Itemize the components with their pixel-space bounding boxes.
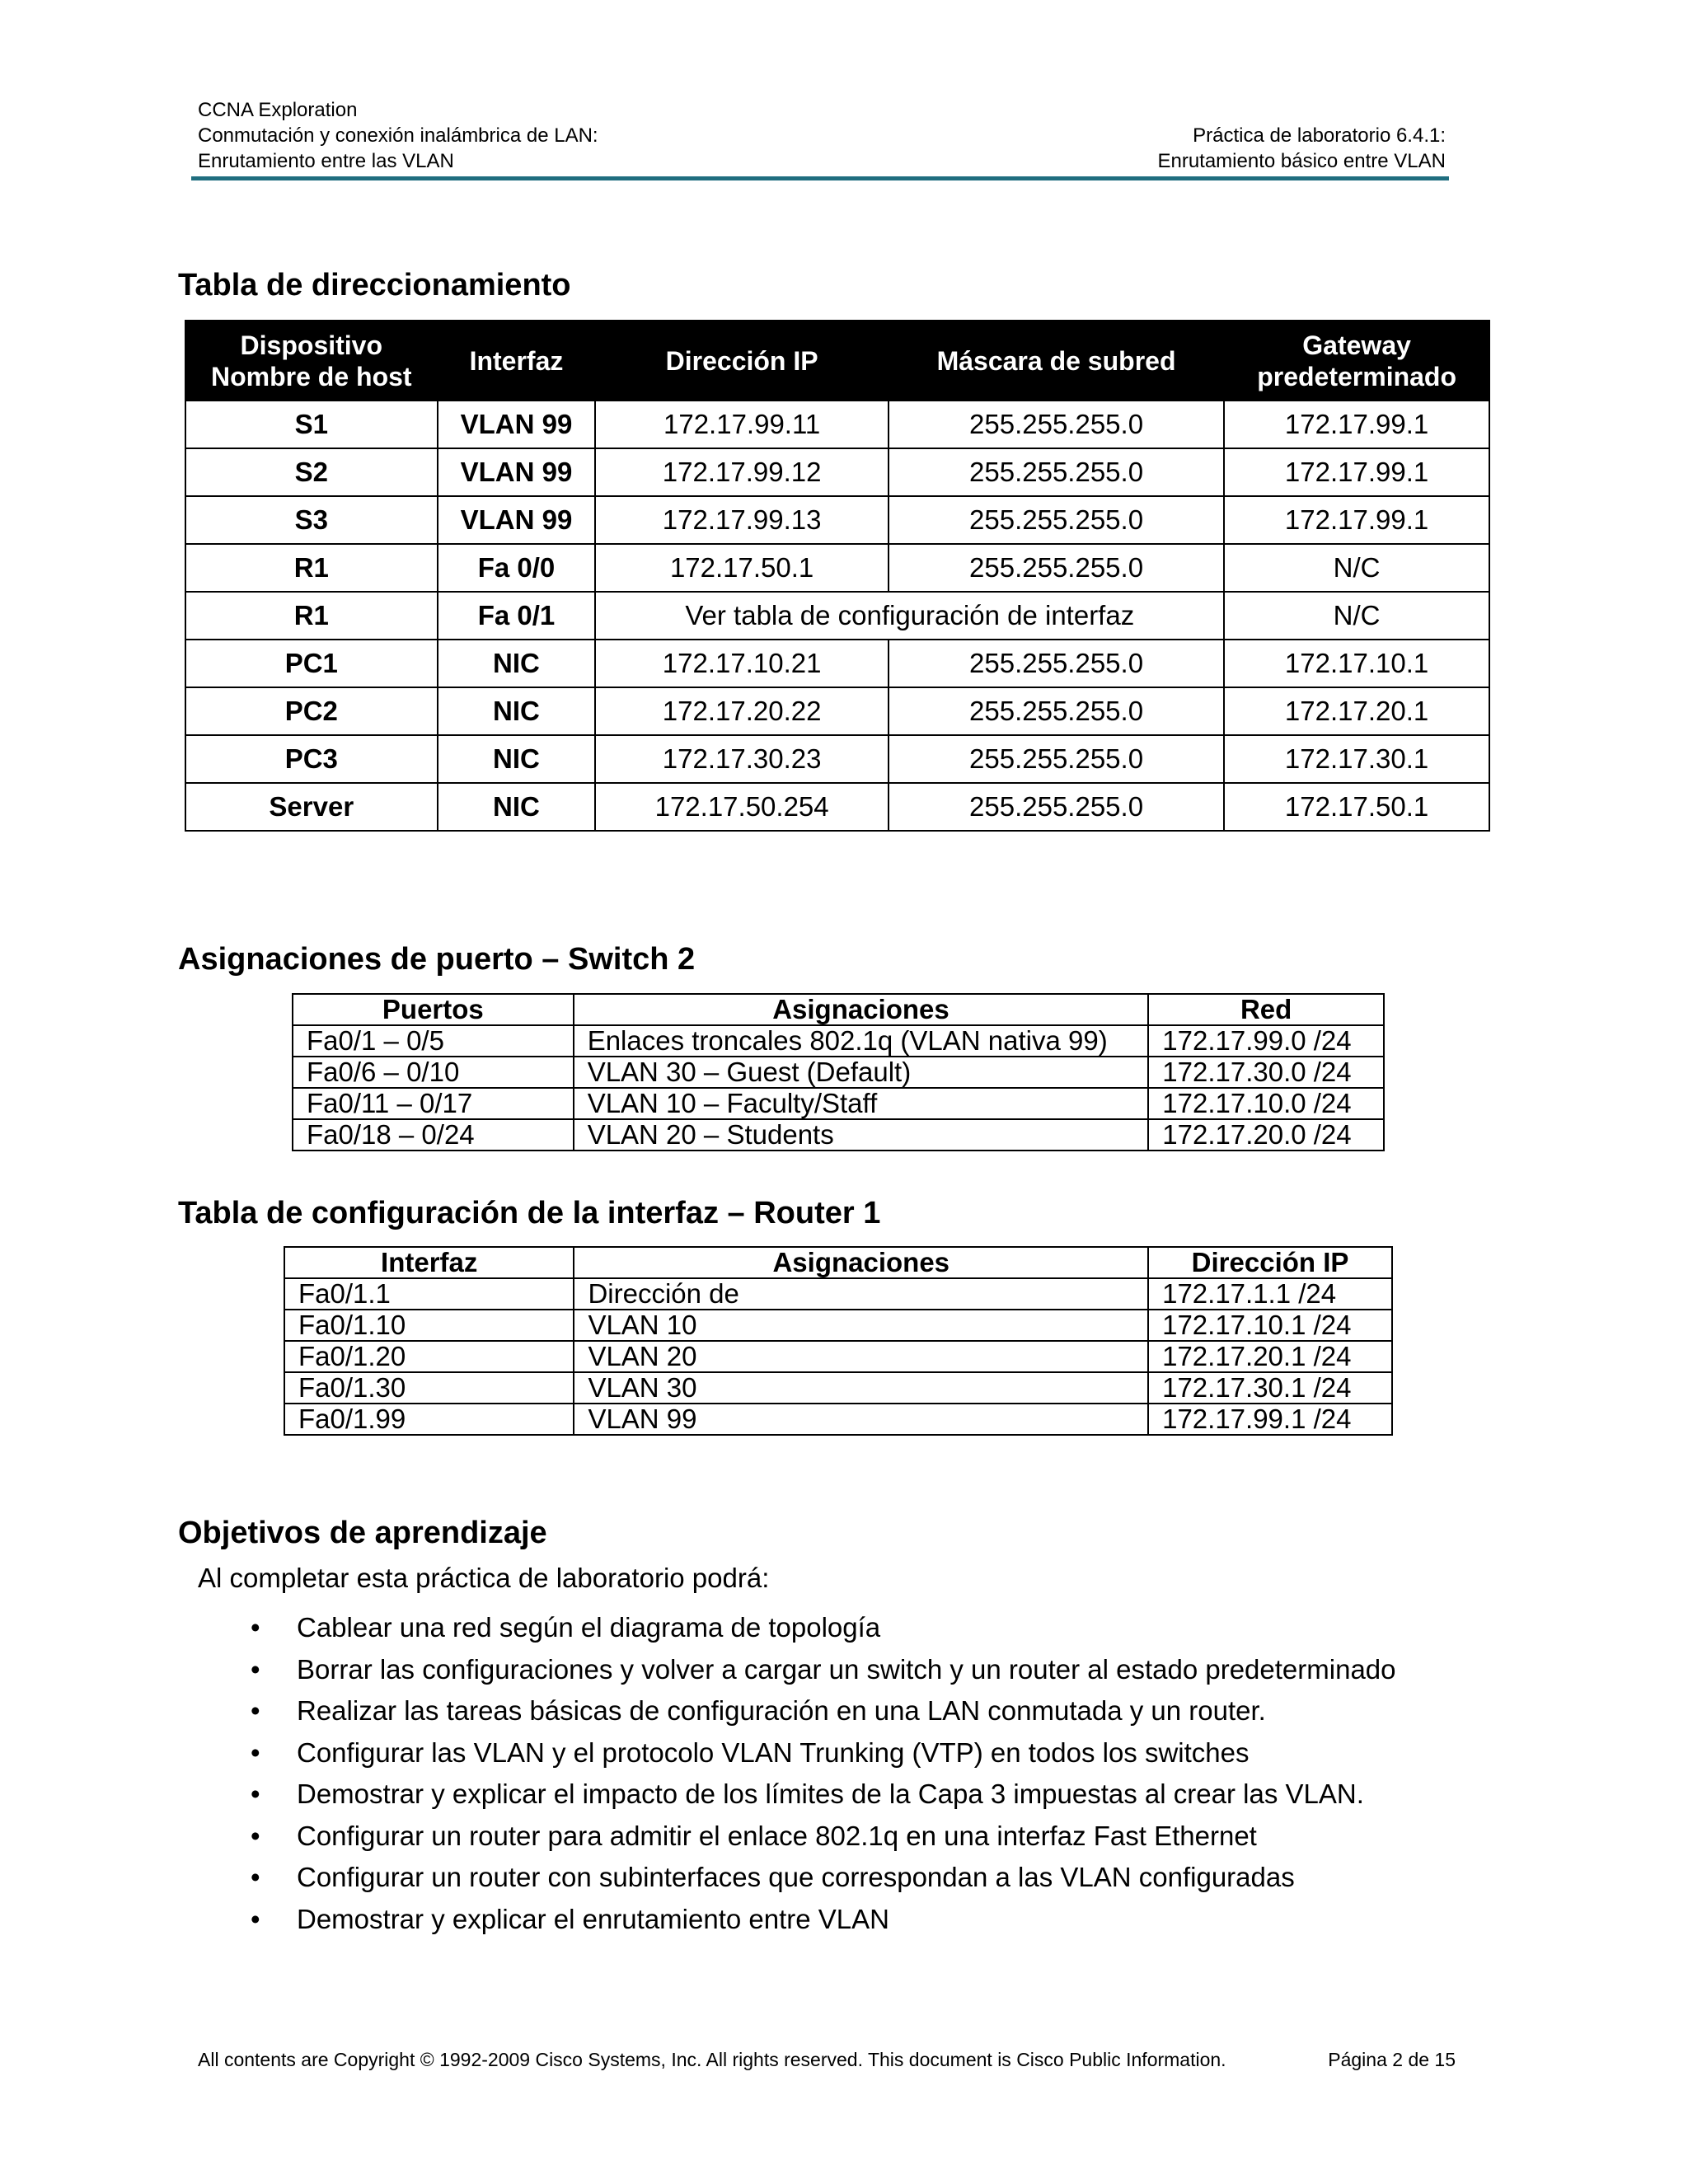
gateway-cell: 172.17.50.1 xyxy=(1224,783,1489,831)
interface-cell: Fa0/1.1 xyxy=(284,1278,574,1310)
ip-cell: 172.17.99.12 xyxy=(595,448,889,496)
table-row xyxy=(185,448,1489,496)
assignment-cell: Dirección de xyxy=(574,1278,1148,1310)
assignment-cell: VLAN 10 xyxy=(574,1310,1148,1341)
table-row xyxy=(284,1341,1392,1372)
list-item: • Configurar las VLAN y el protocolo VLAN Trunking (VTP) en todos los switches xyxy=(198,1732,1396,1774)
assignment-cell: VLAN 20 xyxy=(574,1341,1148,1372)
table-row xyxy=(185,687,1489,735)
footer-copyright: All contents are Copyright © 1992-2009 Cisco Systems, Inc. All rights reserved. This document is Cisco Public Information. xyxy=(198,2049,1226,2070)
assignment-cell: VLAN 10 – Faculty/Staff xyxy=(574,1088,1149,1119)
ip-cell: 172.17.50.1 xyxy=(595,544,889,592)
port-assignments-title: Asignaciones de puerto – Switch 2 xyxy=(178,942,696,977)
header-course: CCNA Exploration xyxy=(198,99,358,121)
interface-cell: NIC xyxy=(438,640,596,687)
table-row xyxy=(185,783,1489,831)
router-config-title: Tabla de configuración de la interfaz – Router 1 xyxy=(178,1196,881,1230)
header-module: Conmutación y conexión inalámbrica de LAN: xyxy=(198,124,598,147)
device-cell: R1 xyxy=(185,544,438,592)
ip-cell: 172.17.10.1 /24 xyxy=(1148,1310,1392,1341)
gateway-cell: 172.17.10.1 xyxy=(1224,640,1489,687)
router-config-table xyxy=(284,1246,1393,1436)
ports-cell: Fa0/18 – 0/24 xyxy=(293,1119,574,1151)
ip-cell: 172.17.20.1 /24 xyxy=(1148,1341,1392,1372)
gateway-cell: N/C xyxy=(1224,544,1489,592)
table-row xyxy=(185,640,1489,687)
assignment-cell: VLAN 30 xyxy=(574,1372,1148,1404)
header-left xyxy=(198,97,598,174)
network-cell: 172.17.20.0 /24 xyxy=(1148,1119,1384,1151)
gateway-cell: 172.17.20.1 xyxy=(1224,687,1489,735)
merged-config-cell: Ver tabla de configuración de interfaz xyxy=(595,592,1224,640)
header-ip: Dirección IP xyxy=(595,321,889,401)
router-header-row xyxy=(284,1247,1392,1278)
device-cell: PC3 xyxy=(185,735,438,783)
table-row xyxy=(185,735,1489,783)
interface-cell: NIC xyxy=(438,783,596,831)
list-item: • Borrar las configuraciones y volver a cargar un switch y un router al estado predeterminado xyxy=(198,1649,1396,1691)
ip-cell: 172.17.30.23 xyxy=(595,735,889,783)
bullet-icon: • xyxy=(251,1736,260,1768)
header-ports: Puertos xyxy=(293,994,574,1025)
gateway-cell: N/C xyxy=(1224,592,1489,640)
header-network: Red xyxy=(1148,994,1384,1025)
interface-cell: Fa0/1.99 xyxy=(284,1404,574,1435)
assignment-cell: VLAN 20 – Students xyxy=(574,1119,1149,1151)
device-cell: PC1 xyxy=(185,640,438,687)
objectives-title: Objetivos de aprendizaje xyxy=(178,1516,547,1550)
header-interface: Interfaz xyxy=(284,1247,574,1278)
table-row xyxy=(293,1088,1384,1119)
mask-cell: 255.255.255.0 xyxy=(889,735,1224,783)
list-item: • Demostrar y explicar el impacto de los límites de la Capa 3 impuestas al crear las VLAN. xyxy=(198,1774,1396,1816)
interface-cell: Fa0/1.20 xyxy=(284,1341,574,1372)
footer-page-number: Página 2 de 15 xyxy=(1328,2049,1456,2070)
interface-cell: VLAN 99 xyxy=(438,496,596,544)
gateway-cell: 172.17.99.1 xyxy=(1224,401,1489,448)
addressing-table-title: Tabla de direccionamiento xyxy=(178,268,571,302)
header-lab-number: Práctica de laboratorio 6.4.1: xyxy=(1193,124,1446,147)
network-cell: 172.17.30.0 /24 xyxy=(1148,1057,1384,1088)
list-item: • Configurar un router para admitir el enlace 802.1q en una interfaz Fast Ethernet xyxy=(198,1816,1396,1858)
interface-cell: Fa0/1.30 xyxy=(284,1372,574,1404)
device-cell: S3 xyxy=(185,496,438,544)
interface-cell: VLAN 99 xyxy=(438,448,596,496)
header-ip-address: Dirección IP xyxy=(1148,1247,1392,1278)
table-row xyxy=(185,592,1489,640)
ip-cell: 172.17.10.21 xyxy=(595,640,889,687)
header-mask: Máscara de subred xyxy=(889,321,1224,401)
bullet-icon: • xyxy=(251,1903,260,1934)
bullet-icon: • xyxy=(251,1862,260,1892)
device-cell: R1 xyxy=(185,592,438,640)
gateway-cell: 172.17.99.1 xyxy=(1224,496,1489,544)
network-cell: 172.17.10.0 /24 xyxy=(1148,1088,1384,1119)
interface-cell: NIC xyxy=(438,687,596,735)
ports-cell: Fa0/1 – 0/5 xyxy=(293,1025,574,1057)
table-row xyxy=(185,401,1489,448)
ports-cell: Fa0/11 – 0/17 xyxy=(293,1088,574,1119)
mask-cell: 255.255.255.0 xyxy=(889,640,1224,687)
header-device: Dispositivo Nombre de host xyxy=(185,321,438,401)
interface-cell: Fa 0/0 xyxy=(438,544,596,592)
device-cell: S2 xyxy=(185,448,438,496)
bullet-icon: • xyxy=(251,1779,260,1809)
table-row xyxy=(284,1372,1392,1404)
ports-header-row xyxy=(293,994,1384,1025)
header-assignments: Asignaciones xyxy=(574,1247,1148,1278)
mask-cell: 255.255.255.0 xyxy=(889,401,1224,448)
objectives-list xyxy=(198,1607,1396,1940)
header-assignments: Asignaciones xyxy=(574,994,1149,1025)
bullet-icon: • xyxy=(251,1612,260,1643)
header-lab-title: Enrutamiento básico entre VLAN xyxy=(1157,150,1446,172)
device-cell: S1 xyxy=(185,401,438,448)
assignment-cell: VLAN 99 xyxy=(574,1404,1148,1435)
table-row xyxy=(284,1310,1392,1341)
header-gateway: Gateway predeterminado xyxy=(1224,321,1489,401)
table-row xyxy=(293,1119,1384,1151)
interface-cell: VLAN 99 xyxy=(438,401,596,448)
table-row xyxy=(293,1057,1384,1088)
mask-cell: 255.255.255.0 xyxy=(889,544,1224,592)
bullet-icon: • xyxy=(251,1695,260,1726)
list-item: • Cablear una red según el diagrama de topología xyxy=(198,1607,1396,1649)
list-item: • Demostrar y explicar el enrutamiento entre VLAN xyxy=(198,1899,1396,1941)
ip-cell: 172.17.20.22 xyxy=(595,687,889,735)
device-cell: Server xyxy=(185,783,438,831)
header-divider xyxy=(191,176,1449,180)
assignment-cell: Enlaces troncales 802.1q (VLAN nativa 99) xyxy=(574,1025,1149,1057)
addressing-table xyxy=(185,320,1490,832)
gateway-cell: 172.17.30.1 xyxy=(1224,735,1489,783)
objectives-intro: Al completar esta práctica de laboratorio podrá: xyxy=(198,1563,770,1593)
mask-cell: 255.255.255.0 xyxy=(889,783,1224,831)
ip-cell: 172.17.99.1 /24 xyxy=(1148,1404,1392,1435)
list-item: • Realizar las tareas básicas de configuración en una LAN conmutada y un router. xyxy=(198,1690,1396,1732)
ports-cell: Fa0/6 – 0/10 xyxy=(293,1057,574,1088)
table-row xyxy=(284,1404,1392,1435)
list-item: • Configurar un router con subinterfaces que correspondan a las VLAN configuradas xyxy=(198,1857,1396,1899)
header-right xyxy=(1157,123,1446,174)
network-cell: 172.17.99.0 /24 xyxy=(1148,1025,1384,1057)
table-row xyxy=(185,544,1489,592)
ip-cell: 172.17.1.1 /24 xyxy=(1148,1278,1392,1310)
assignment-cell: VLAN 30 – Guest (Default) xyxy=(574,1057,1149,1088)
interface-cell: Fa 0/1 xyxy=(438,592,596,640)
ip-cell: 172.17.99.11 xyxy=(595,401,889,448)
ip-cell: 172.17.99.13 xyxy=(595,496,889,544)
bullet-icon: • xyxy=(251,1820,260,1851)
interface-cell: Fa0/1.10 xyxy=(284,1310,574,1341)
mask-cell: 255.255.255.0 xyxy=(889,687,1224,735)
table-row xyxy=(185,496,1489,544)
gateway-cell: 172.17.99.1 xyxy=(1224,448,1489,496)
addressing-header-row xyxy=(185,321,1489,401)
header-chapter: Enrutamiento entre las VLAN xyxy=(198,150,454,172)
interface-cell: NIC xyxy=(438,735,596,783)
bullet-icon: • xyxy=(251,1653,260,1685)
mask-cell: 255.255.255.0 xyxy=(889,448,1224,496)
mask-cell: 255.255.255.0 xyxy=(889,496,1224,544)
ip-cell: 172.17.50.254 xyxy=(595,783,889,831)
device-cell: PC2 xyxy=(185,687,438,735)
header-interface: Interfaz xyxy=(438,321,596,401)
port-assignments-table xyxy=(292,993,1385,1151)
table-row xyxy=(284,1278,1392,1310)
table-row xyxy=(293,1025,1384,1057)
ip-cell: 172.17.30.1 /24 xyxy=(1148,1372,1392,1404)
